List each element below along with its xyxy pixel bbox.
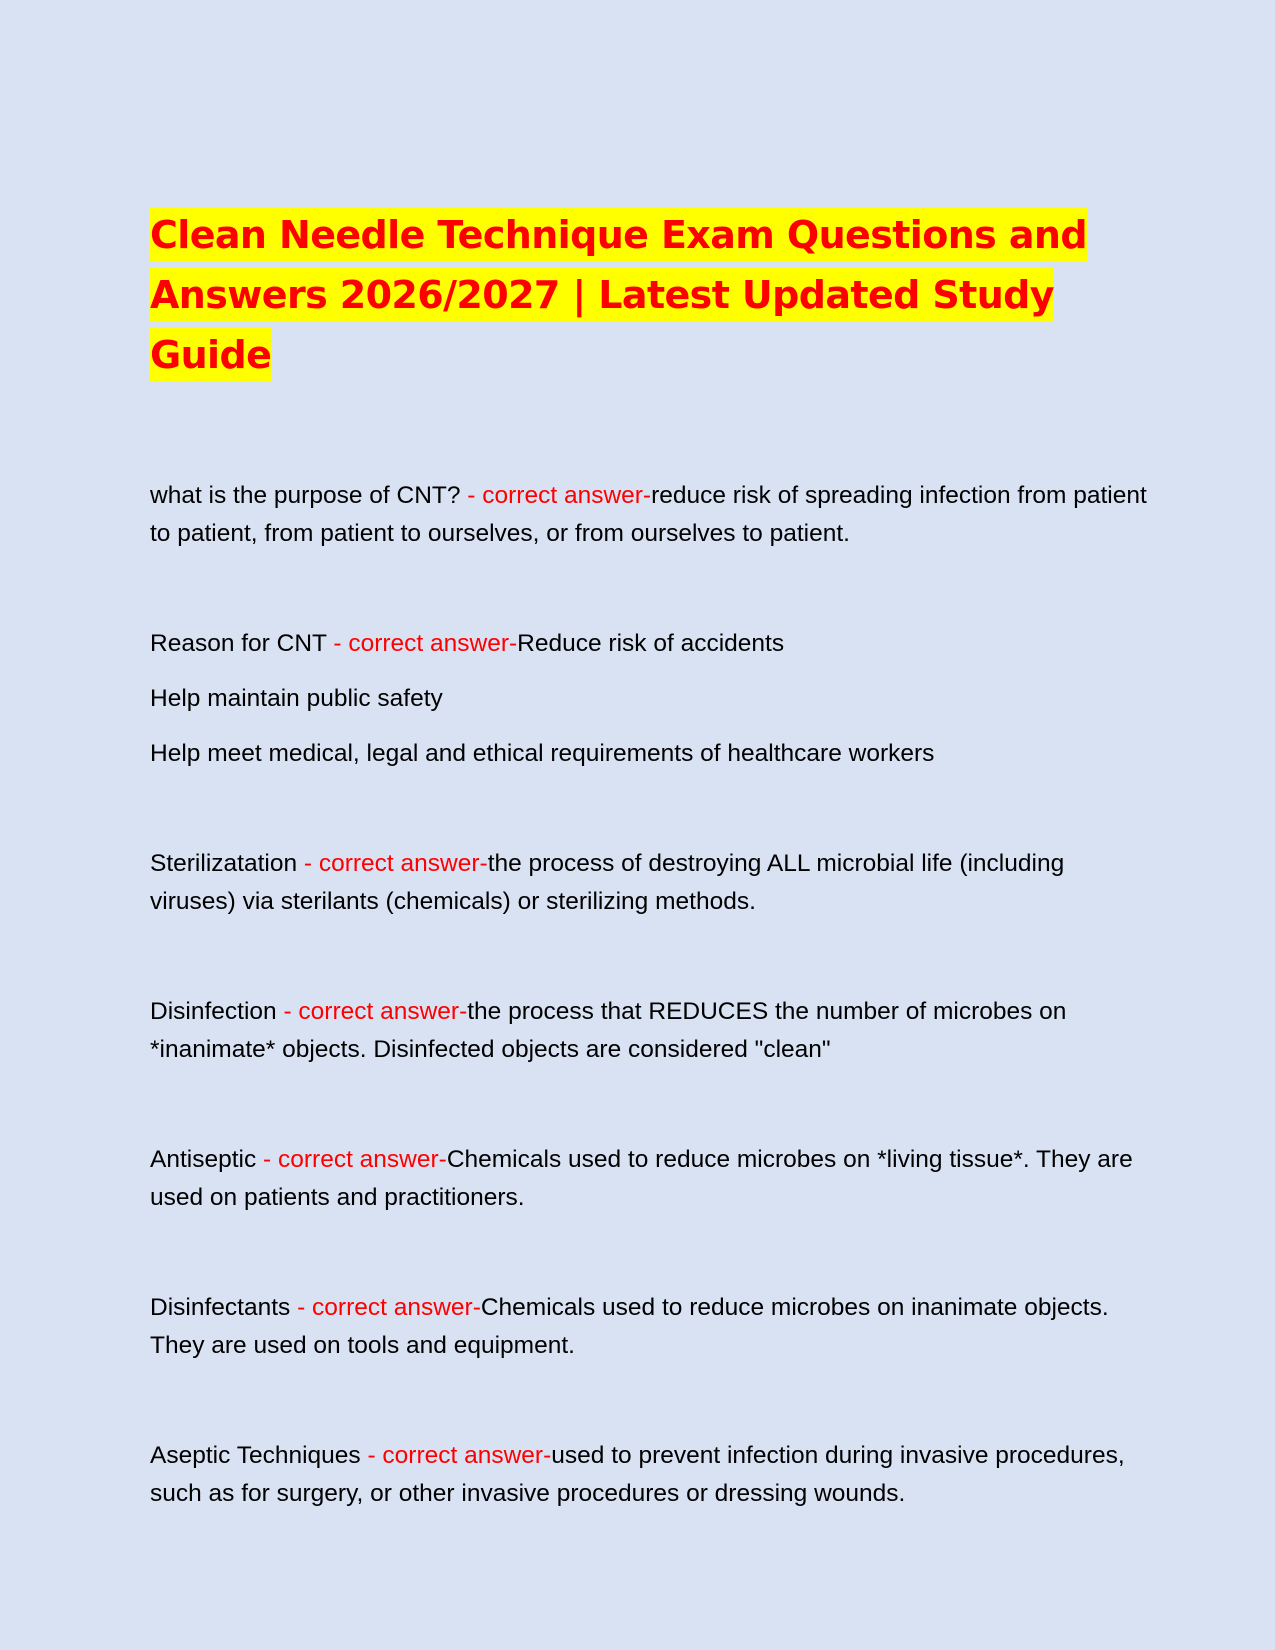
qa-text: [150, 477, 1150, 553]
qa-answer: used to prevent infection during invasive procedures, such as for surgery, or other invasive procedures or dressing wounds.: [150, 1442, 1125, 1507]
qa-answer: Reduce risk of accidents: [517, 630, 785, 657]
qa-answer: the process of destroying ALL microbial life (including viruses) via sterilants (chemicals) or sterilizing methods.: [150, 850, 1065, 915]
qa-term: Sterilizatation: [150, 850, 304, 877]
qa-term: Aseptic Techniques: [150, 1442, 368, 1469]
qa-text: [150, 993, 1150, 1069]
qa-term: Disinfectants: [150, 1294, 298, 1321]
qa-text: [150, 1437, 1150, 1513]
qa-text: [150, 1141, 1150, 1217]
qa-answer: Chemicals used to reduce microbes on inanimate objects. They are used on tools and equipment.: [150, 1294, 1109, 1359]
document-page: [150, 205, 1150, 1585]
correct-answer-separator: - correct answer-: [263, 1146, 447, 1173]
correct-answer-separator: - correct answer-: [367, 1442, 552, 1469]
title-line-1: Clean Needle Technique Exam Questions and: [150, 207, 1088, 261]
qa-term: Antiseptic: [150, 1146, 264, 1173]
correct-answer-separator: - correct answer-: [467, 482, 652, 509]
qa-answer-extra-line: Help maintain public safety: [150, 685, 443, 712]
qa-term: what is the purpose of CNT?: [150, 482, 468, 509]
correct-answer-separator: - correct answer-: [333, 630, 518, 657]
qa-answer: the process that REDUCES the number of microbes on *inanimate* objects. Disinfected objects are considered "clean": [150, 998, 1067, 1063]
qa-entry-disinfectants: [150, 1289, 1150, 1365]
correct-answer-separator: - correct answer-: [297, 1294, 481, 1321]
correct-answer-separator: - correct answer-: [303, 850, 488, 877]
qa-entry-reason-for-cnt: [150, 625, 1150, 773]
qa-text: [150, 845, 1150, 921]
qa-term: Disinfection: [150, 998, 284, 1025]
qa-term: Reason for CNT: [150, 630, 334, 657]
qa-text: [150, 1289, 1150, 1365]
title-line-2: Answers 2026/2027 | Latest Updated Study Guide: [150, 267, 1054, 381]
qa-entry-sterilization: [150, 845, 1150, 921]
qa-list: [150, 477, 1150, 1513]
qa-answer-extra-line: Help meet medical, legal and ethical requirements of healthcare workers: [150, 740, 935, 767]
qa-entry-disinfection: [150, 993, 1150, 1069]
qa-text: [150, 625, 1150, 663]
qa-entry-antiseptic: [150, 1141, 1150, 1217]
qa-answer: reduce risk of spreading infection from patient to patient, from patient to ourselves, or from ourselves to patient.: [150, 482, 1147, 547]
correct-answer-separator: - correct answer-: [283, 998, 468, 1025]
qa-entry-aseptic-techniques: [150, 1437, 1150, 1513]
qa-answer: Chemicals used to reduce microbes on *living tissue*. They are used on patients and practitioners.: [150, 1146, 1133, 1211]
qa-entry-purpose-of-cnt: [150, 477, 1150, 553]
document-title: [150, 205, 1150, 385]
